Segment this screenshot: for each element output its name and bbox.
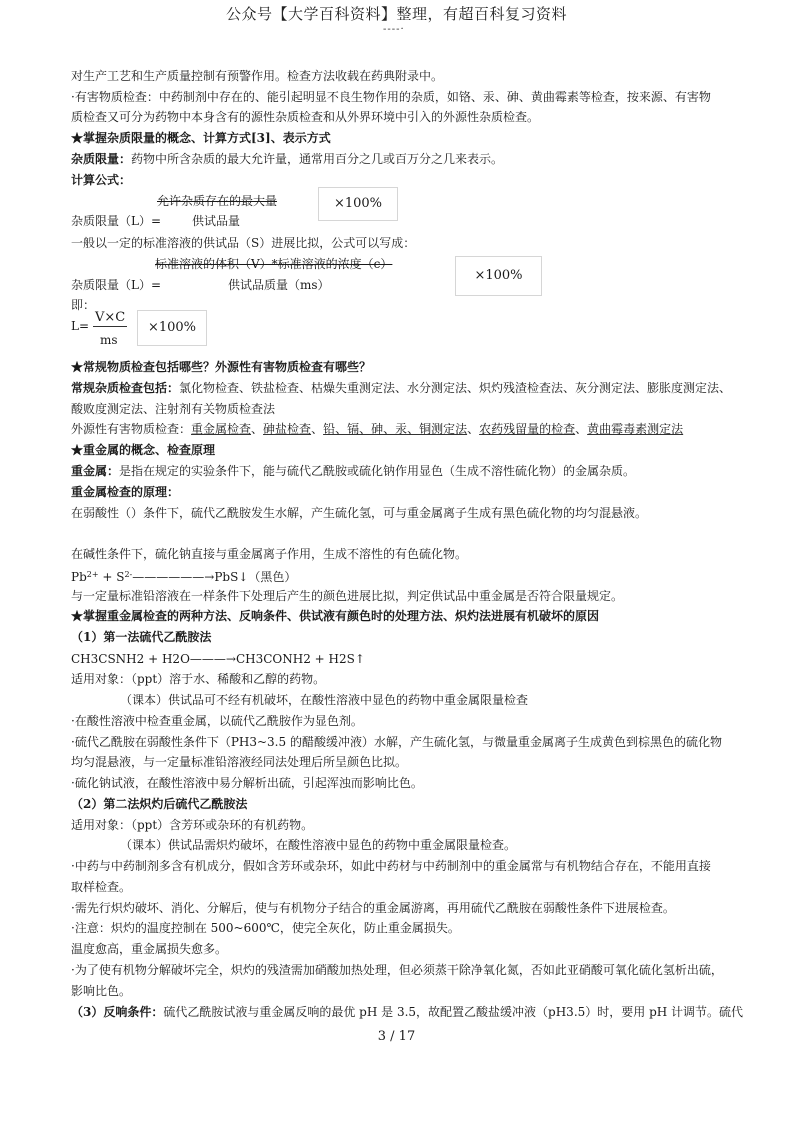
formula2-numerator: 标准溶液的体积（V）*标准溶液的浓度（c） [155, 257, 393, 271]
bullet-line: ·需先行炽灼破坏、消化、分解后，使与有机物分子结合的重金属游离，再用硫代乙酰胺在弱酸性条件下进展检查。 [71, 901, 675, 915]
underlined-item: 砷盐检查 [263, 422, 312, 436]
formula3-denominator: ms [100, 333, 118, 347]
reaction-product: ——————→PbS↓（黑色） [132, 570, 297, 584]
formula1-label: 杂质限量（L）= [71, 214, 162, 228]
text-line: ·有害物质检查：中药制剂中存在的、能引起明显不良生物作用的杂质，如铬、汞、砷、黄曲霉素等检查，按来源、有害物 [71, 90, 711, 104]
separator: 、 [467, 422, 480, 436]
text-line: 在碱性条件下，硫化钠直接与重金属离子作用，生成不溶性的有色硫化物。 [71, 547, 468, 561]
page-number: 3 / 17 [377, 1029, 416, 1044]
bullet-line: ·在酸性溶液中检查重金属，以硫代乙酰胺作为显色剂。 [71, 714, 363, 728]
bullet-line: ·注意：炽灼的温度控制在 500~600℃，使完全灰化，防止重金属损失。 [71, 921, 460, 935]
text-line [71, 1004, 743, 1020]
subheading: （1）第一法硫代乙酰胺法 [71, 630, 212, 644]
text-line [71, 380, 731, 396]
subheading: 重金属检查的原理： [71, 485, 180, 499]
bullet-line: ·中药与中药制剂多含有机成分，假如含芳环或杂环，如此中药材与中药制剂中的重金属常与有机物结合存在，不能用直接 [71, 859, 711, 873]
text-line: （课本）供试品需炽灼破坏，在酸性溶液中显色的药物中重金属限量检查。 [120, 838, 517, 852]
text-line: 一般以一定的标准溶液的供试品（S）进展比拟，公式可以写成： [71, 236, 416, 250]
term-label: 重金属： [71, 464, 120, 478]
subheading: （2）第二法炽灼后硫代乙酰胺法 [71, 797, 248, 811]
underlined-item: 农药残留量的检查 [479, 422, 576, 436]
term-label: 常规杂质检查包括： [71, 381, 180, 395]
separator: 、 [575, 422, 588, 436]
text-line: 均匀混悬液，与一定量标准铅溶液经同法处理后所呈颜色比拟。 [71, 755, 408, 769]
term-label: 外源性有害物质检查： [71, 422, 192, 436]
separator: 、 [311, 422, 324, 436]
term-definition: 是指在规定的实验条件下，能与硫代乙酰胺或硫化钠作用显色（生成不溶性硫化物）的金属杂质。 [119, 464, 636, 478]
term-label: 杂质限量： [71, 152, 132, 166]
formula3-numerator: V×C [95, 310, 126, 325]
bullet-line: ·硫代乙酰胺在弱酸性条件下（PH3~3.5 的醋酸缓冲液）水解，产生硫化氢，与微量重金属离子生成黄色到棕黑色的硫化物 [71, 735, 722, 749]
formula3-multiplier-box: ×100% [137, 310, 207, 346]
term-label: （3）反响条件： [71, 1005, 164, 1019]
header-dashes: ----· [383, 24, 405, 35]
text-line: 对生产工艺和生产质量控制有预警作用。检查方法收载在药典附录中。 [71, 69, 444, 83]
term-content: 硫代乙酰胺试液与重金属反响的最优 pH 是 3.5，故配置乙酸盐缓冲液（pH3.5）时，要用 pH 计调节。硫代 [163, 1005, 744, 1019]
text-line: （课本）供试品可不经有机破坏，在酸性溶液中显色的药物中重金属限量检查 [120, 693, 529, 707]
text-line: 酸败度测定法、注射剂有关物质检查法 [71, 402, 276, 416]
formula-heading: 计算公式： [71, 173, 132, 187]
reaction-equation: CH3CSNH2 + H2O———→CH3CONH2 + H2S↑ [71, 652, 365, 666]
ion-symbol: + S [98, 570, 125, 584]
text-line: 温度愈高，重金属损失愈多。 [71, 942, 228, 956]
bullet-line: ·为了使有机物分解破坏完全，炽灼的残渣需加硝酸加热处理，但必须蒸干除净氧化氮，否如此亚硝酸可氧化硫化氢析出硫， [71, 963, 723, 977]
section-heading: ★常规物质检查包括哪些？外源性有害物质检查有哪些？ [71, 360, 372, 374]
text-line: 与一定量标准铅溶液在一样条件下处理后产生的颜色进展比拟，判定供试品中重金属是否符合限量规定。 [71, 589, 624, 603]
term-content: 氯化物检查、铁盐检查、枯燥失重测定法、水分测定法、炽灼残渣检查法、灰分测定法、膨胀度测定法、 [179, 381, 732, 395]
formula1-denominator: 供试品量 [192, 214, 241, 228]
ion-symbol: Pb [71, 570, 87, 584]
formula2-denominator: 供试品质量（ms） [228, 278, 330, 292]
ion-charge: 2- [124, 570, 133, 579]
reaction-equation [71, 567, 296, 585]
section-heading: ★掌握杂质限量的概念、计算方式[3]、表示方式 [71, 131, 331, 145]
formula1-multiplier-box: ×100% [318, 187, 398, 221]
text-line: 适用对象：（ppt）含芳环或杂环的有机药物。 [71, 818, 314, 832]
bullet-line: ·硫化钠试液，在酸性溶液中易分解析出硫，引起浑浊而影响比色。 [71, 776, 423, 790]
text-line: 质检查又可分为药物中本身含有的源性杂质检查和从外界环境中引入的外源性杂质检查。 [71, 110, 540, 124]
underlined-item: 黄曲霉毒素测定法 [587, 422, 684, 436]
formula2-label: 杂质限量（L）= [71, 278, 162, 292]
text-line: 取样检查。 [71, 880, 132, 894]
text-line [71, 421, 683, 437]
ion-charge: 2+ [86, 570, 99, 579]
term-definition: 药物中所含杂质的最大允许量，通常用百分之几或百万分之几来表示。 [131, 152, 504, 166]
underlined-item: 重金属检查 [191, 422, 252, 436]
text-line [71, 463, 635, 479]
text-line: 即： [71, 298, 96, 312]
section-heading: ★掌握重金属检查的两种方法、反响条件、供试液有颜色时的处理方法、炽灼法进展有机破坏的原因 [71, 609, 600, 623]
text-line: 在弱酸性（）条件下，硫代乙酰胺发生水解，产生硫化氢，可与重金属离子生成有黑色硫化物的均匀混悬液。 [71, 506, 648, 520]
formula2-multiplier-box: ×100% [455, 256, 542, 296]
text-line: 适用对象：（ppt）溶于水、稀酸和乙醇的药物。 [71, 672, 326, 686]
formula3-label: L= [71, 319, 90, 333]
separator: 、 [251, 422, 264, 436]
underlined-item: 铅、镉、砷、汞、铜测定法 [323, 422, 468, 436]
text-line: 影响比色。 [71, 984, 132, 998]
section-heading: ★重金属的概念、检查原理 [71, 443, 216, 457]
text-line [71, 151, 503, 167]
formula1-numerator: 允许杂质存在的最大量 [157, 194, 278, 208]
page-header-title: 公众号【大学百科资料】整理，有超百科复习资料 [225, 5, 567, 23]
